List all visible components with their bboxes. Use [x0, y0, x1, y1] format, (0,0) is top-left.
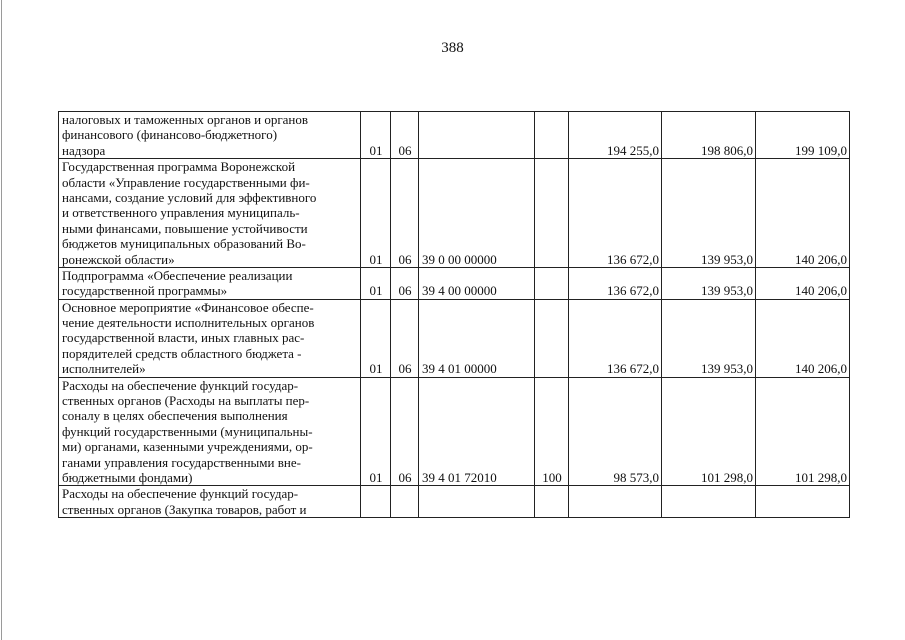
row-name-line: Расходы на обеспечение функций государ- — [62, 486, 299, 502]
row-name-cell — [59, 299, 361, 377]
table-row — [59, 112, 850, 159]
amount-cell-1: 98 573,0 — [569, 377, 662, 486]
table-row — [59, 377, 850, 486]
subsection-code-cell: 06 — [391, 159, 419, 268]
row-name-cell — [59, 267, 361, 299]
table-body — [59, 112, 850, 518]
row-name-line: налоговых и таможенных органов и органов — [62, 112, 309, 127]
row-name-line: Государственная программа Воронежской — [62, 159, 296, 175]
row-name-line: государственной программы» — [62, 283, 228, 299]
table-row — [59, 267, 850, 299]
expense-kind-cell — [535, 486, 569, 518]
amount-cell-3: 140 206,0 — [756, 159, 850, 268]
amount-cell-3: 199 109,0 — [756, 112, 850, 159]
amount-cell-3: 101 298,0 — [756, 377, 850, 486]
target-article-cell — [419, 112, 535, 159]
section-code-cell: 01 — [361, 267, 391, 299]
budget-table — [58, 111, 850, 518]
subsection-code-cell: 06 — [391, 267, 419, 299]
row-name-line: исполнителей» — [62, 361, 146, 377]
target-article-cell: 39 0 00 00000 — [419, 159, 535, 268]
row-name-line: области «Управление государственными фи- — [62, 174, 310, 190]
row-name-line: порядителей средств областного бюджета - — [62, 345, 302, 361]
page-edge-line — [1, 0, 2, 640]
page-number: 388 — [441, 40, 464, 56]
row-name-line: Подпрограмма «Обеспечение реализации — [62, 267, 293, 283]
expense-kind-cell: 100 — [535, 377, 569, 486]
row-name-line: ственных органов (Расходы на выплаты пер- — [62, 393, 310, 409]
amount-cell-1: 136 672,0 — [569, 299, 662, 377]
target-article-cell: 39 4 01 00000 — [419, 299, 535, 377]
row-name-line: ганами управления государственными вне- — [62, 454, 301, 470]
row-name-line: нансами, создание условий для эффективного — [62, 189, 317, 205]
row-name-line: соналу в целях обеспечения выполнения — [62, 408, 288, 424]
amount-cell-3: 140 206,0 — [756, 267, 850, 299]
row-name-cell — [59, 377, 361, 486]
row-name-line: Основное мероприятие «Финансовое обеспе- — [62, 299, 314, 315]
row-name-cell — [59, 112, 361, 159]
expense-kind-cell — [535, 267, 569, 299]
section-code-cell: 01 — [361, 159, 391, 268]
row-name-cell — [59, 159, 361, 268]
amount-cell-1: 194 255,0 — [569, 112, 662, 159]
amount-cell-2 — [662, 486, 756, 518]
row-name-line: ными финансами, повышение устойчивости — [62, 220, 308, 236]
amount-cell-1 — [569, 486, 662, 518]
row-name-line: бюджетов муниципальных образований Во- — [62, 236, 306, 252]
amount-cell-2: 139 953,0 — [662, 299, 756, 377]
section-code-cell: 01 — [361, 377, 391, 486]
row-name-line: ми) органами, казенными учреждениями, ор- — [62, 439, 313, 455]
amount-cell-3: 140 206,0 — [756, 299, 850, 377]
row-name-line: государственной власти, иных главных рас- — [62, 330, 305, 346]
row-name-line: чение деятельности исполнительных органов — [62, 315, 315, 331]
row-name-line: финансового (финансово-бюджетного) — [62, 127, 278, 143]
subsection-code-cell: 06 — [391, 377, 419, 486]
expense-kind-cell — [535, 299, 569, 377]
expense-kind-cell — [535, 112, 569, 159]
row-name-line: функций государственными (муниципальны- — [62, 423, 313, 439]
row-name-line: и ответственного управления муниципаль- — [62, 205, 300, 221]
section-code-cell: 01 — [361, 299, 391, 377]
row-name-line: надзора — [62, 142, 106, 158]
target-article-cell: 39 4 00 00000 — [419, 267, 535, 299]
amount-cell-2: 198 806,0 — [662, 112, 756, 159]
row-name-cell — [59, 486, 361, 518]
row-name-line: бюджетными фондами) — [62, 469, 193, 485]
amount-cell-3 — [756, 486, 850, 518]
row-name-line: Расходы на обеспечение функций государ- — [62, 377, 299, 393]
amount-cell-1: 136 672,0 — [569, 159, 662, 268]
table-row — [59, 159, 850, 268]
table-row — [59, 486, 850, 518]
amount-cell-1: 136 672,0 — [569, 267, 662, 299]
amount-cell-2: 139 953,0 — [662, 159, 756, 268]
row-name-line: ственных органов (Закупка товаров, работ и — [62, 501, 307, 517]
subsection-code-cell — [391, 486, 419, 518]
section-code-cell — [361, 486, 391, 518]
row-name-line: ронежской области» — [62, 251, 175, 267]
subsection-code-cell: 06 — [391, 112, 419, 159]
target-article-cell — [419, 486, 535, 518]
expense-kind-cell — [535, 159, 569, 268]
section-code-cell: 01 — [361, 112, 391, 159]
amount-cell-2: 139 953,0 — [662, 267, 756, 299]
subsection-code-cell: 06 — [391, 299, 419, 377]
amount-cell-2: 101 298,0 — [662, 377, 756, 486]
table-row — [59, 299, 850, 377]
target-article-cell: 39 4 01 72010 — [419, 377, 535, 486]
